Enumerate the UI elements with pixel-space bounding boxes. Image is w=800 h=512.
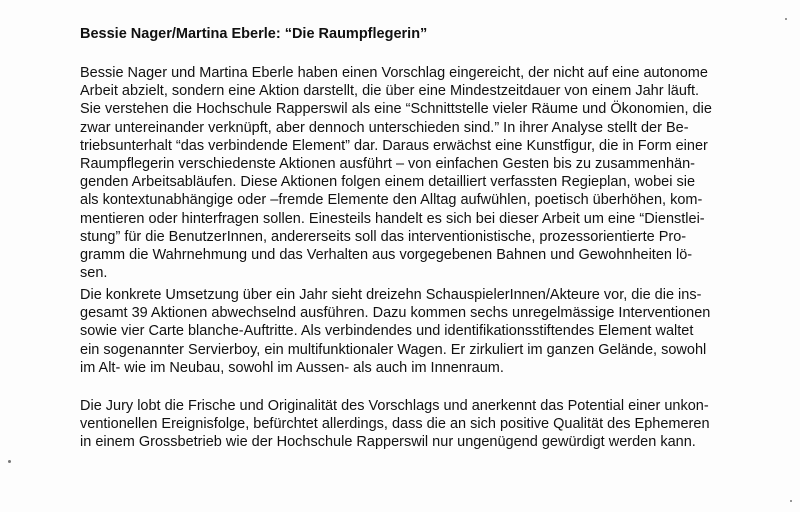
scan-speck	[8, 460, 11, 463]
paragraph-line: gesamt 39 Aktionen abwechselnd ausführen. Dazu kommen sechs unregelmässige Interventionen	[80, 305, 711, 322]
document-title: Bessie Nager/Martina Eberle: “Die Raumpflegerin”	[80, 26, 428, 42]
paragraph-line: mentieren oder hinterfragen sollen. Einesteils handelt es sich bei dieser Arbeit um eine “Dienstlei-	[80, 210, 705, 227]
paragraph-line: Die Jury lobt die Frische und Originalität des Vorschlags und anerkennt das Potential einer unkon-	[80, 398, 709, 414]
paragraph-line: Bessie Nager und Martina Eberle haben einen Vorschlag eingereicht, der nicht auf eine autonome	[80, 65, 708, 81]
paragraph-line: in einem Grossbetrieb wie der Hochschule Rapperswil nur ungenügend gewürdigt werden kann.	[80, 434, 696, 451]
paragraph-line: genden Arbeitsabläufen. Diese Aktionen folgen einem detailliert verfassten Regieplan, wobei sie	[80, 174, 696, 191]
paragraph-3	[80, 397, 780, 452]
paragraph-line: Arbeit abzielt, sondern eine Aktion darstellt, die über eine Mindestzeitdauer von einem Jahr läuft.	[80, 83, 700, 100]
paragraph-line: Die konkrete Umsetzung über ein Jahr sieht dreizehn SchauspielerInnen/Akteure vor, die die ins-	[80, 287, 702, 303]
paragraph-line: im Alt- wie im Neubau, sowohl im Aussen- als auch im Innenraum.	[80, 359, 504, 376]
paragraph-line: gramm die Wahrnehmung und das Verhalten aus vorgegebenen Bahnen und Gewohnheiten lö-	[80, 247, 693, 264]
paragraph-line: stung” für die BenutzerInnen, andererseits soll das interventionistische, prozessorientierte Pro-	[80, 228, 687, 245]
paragraph-line: sowie vier Carte blanche-Auftritte. Als verbindendes und identifikationsstiftendes Element waltet	[80, 323, 694, 340]
scan-speck	[785, 18, 787, 20]
paragraph-line: Sie verstehen die Hochschule Rapperswil als eine “Schnittstelle vieler Räume und Ökonomien, die	[80, 101, 712, 118]
paragraph-line: ein sogenannter Servierboy, ein multifunktionaler Wagen. Er zirkuliert im ganzen Gelände, sowohl	[80, 341, 707, 358]
paragraph-line: zwar untereinander verknüpft, aber dennoch unterschieden sind.” In ihrer Analyse stellt der Be-	[80, 119, 689, 136]
scan-speck	[790, 500, 792, 502]
paragraph-line: sen.	[80, 265, 108, 282]
paragraph-line: als kontextunabhängige oder –fremde Elemente den Alltag aufwühlen, poetisch überhöhen, kom-	[80, 192, 703, 209]
paragraph-line: Raumpflegerin verschiedenste Aktionen ausführt – von einfachen Gesten bis zu zusammenhän-	[80, 156, 695, 173]
paragraph-line: triebsunterhalt “das verbindende Element” dar. Daraus erwächst eine Kunstfigur, die in Form einer	[80, 137, 708, 154]
paragraph-line: ventionellen Ereignisfolge, befürchtet allerdings, dass die an sich positive Qualität des Ephemeren	[80, 416, 710, 433]
paragraph-1	[80, 64, 780, 282]
paragraph-2	[80, 286, 780, 377]
